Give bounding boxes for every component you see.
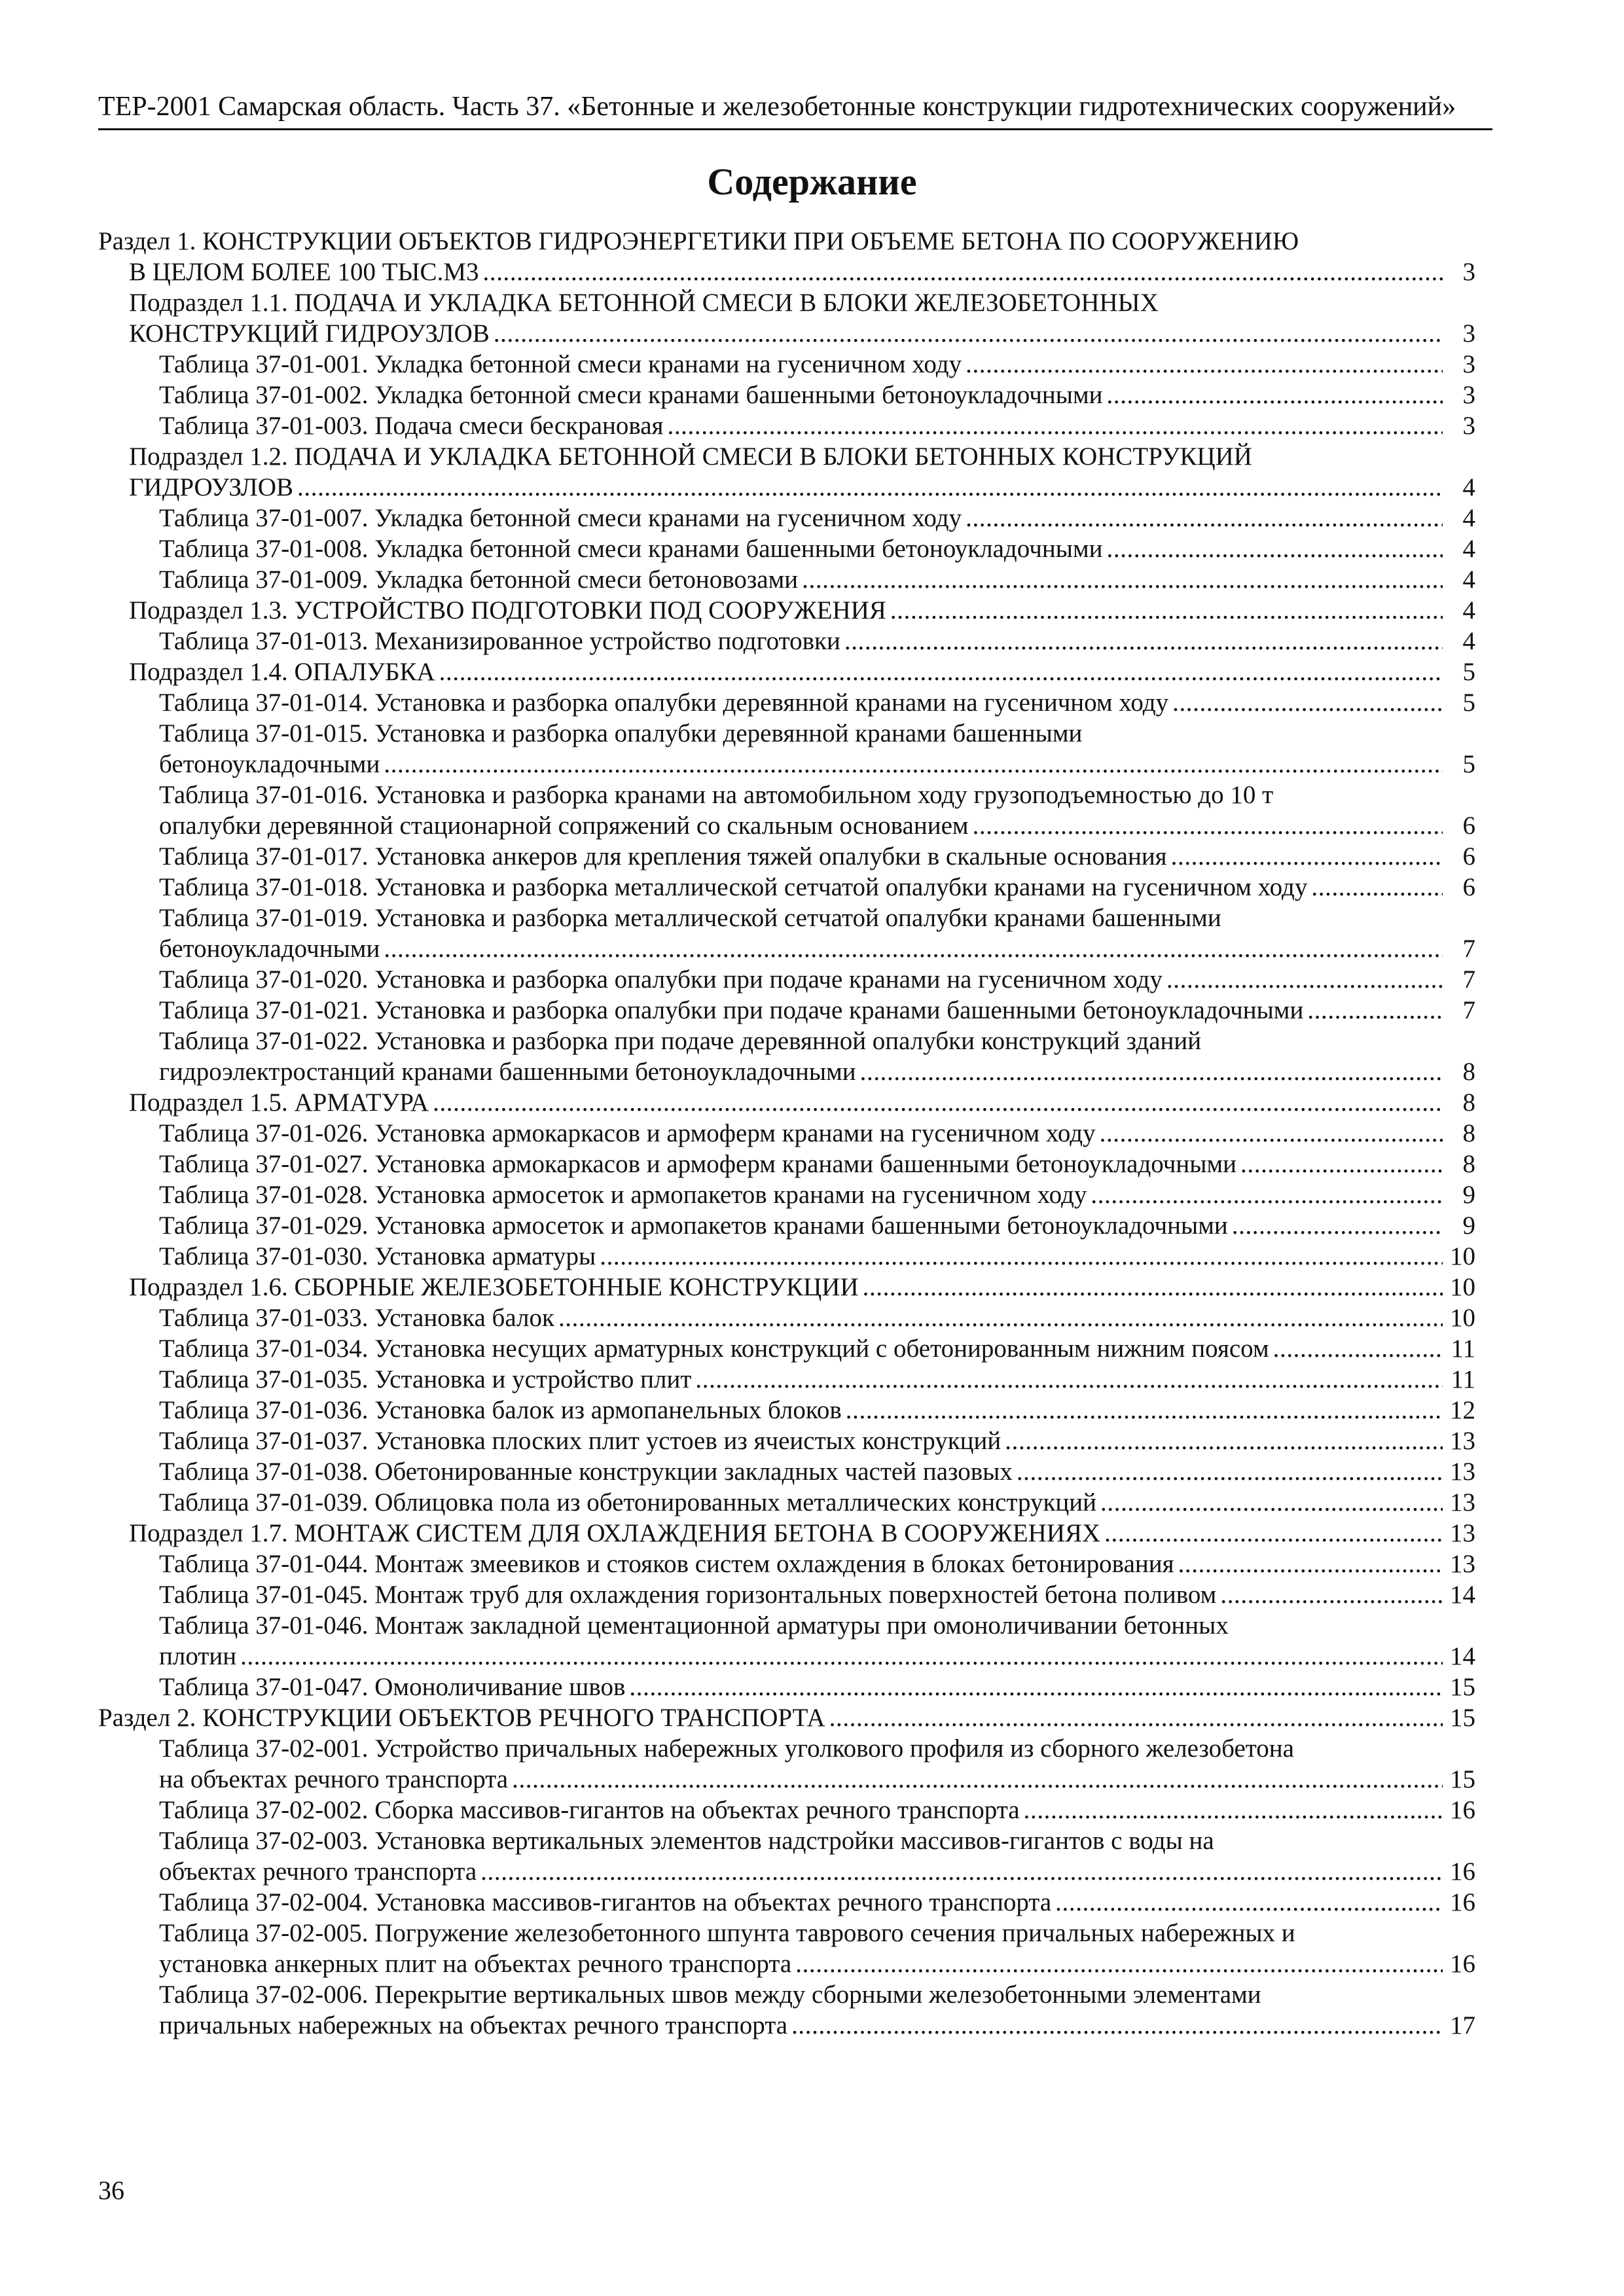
toc-entry-text: гидроэлектростанций кранами башенными бетоноукладочными: [159, 1058, 856, 1086]
toc-entry[interactable]: [98, 841, 1475, 872]
toc-entry-text: Таблица 37-02-003. Установка вертикальных элементов надстройки массивов-гигантов с воды на: [159, 1827, 1214, 1855]
dot-leader: [860, 1056, 1443, 1087]
toc-entry[interactable]: [98, 1333, 1475, 1364]
toc-entry[interactable]: [98, 1795, 1475, 1825]
toc-page-number: 5: [1462, 658, 1475, 686]
toc-entry[interactable]: [98, 872, 1475, 903]
toc-entry-text: Таблица 37-01-002. Укладка бетонной смеси кранами башенными бетоноукладочными: [159, 381, 1103, 409]
toc-entry-text: на объектах речного транспорта: [159, 1765, 509, 1793]
dot-leader: [1104, 1518, 1443, 1549]
toc-entry[interactable]: [98, 1672, 1475, 1702]
toc-page-number: 6: [1462, 812, 1475, 840]
toc-entry-text: Таблица 37-01-028. Установка армосеток и армопакетов кранами на гусеничном ходу: [159, 1181, 1087, 1209]
dot-leader: [433, 1087, 1443, 1118]
dot-leader: [1107, 533, 1443, 564]
toc-entry[interactable]: [98, 1702, 1475, 1733]
running-header: ТЕР-2001 Самарская область. Часть 37. «Бетонные и железобетонные конструкции гидротехнических сооружений»: [98, 92, 1456, 122]
table-of-contents: [98, 226, 1475, 2041]
dot-leader: [1166, 964, 1443, 995]
dot-leader: [795, 1948, 1443, 1979]
toc-entry[interactable]: [98, 1887, 1475, 1918]
toc-entry[interactable]: [98, 1518, 1475, 1549]
dot-leader: [973, 810, 1443, 841]
toc-page-number: 15: [1450, 1704, 1475, 1732]
toc-page-number: 11: [1451, 1335, 1475, 1363]
toc-entry-text: Таблица 37-01-038. Обетонированные конструкции закладных частей пазовых: [159, 1458, 1013, 1486]
toc-entry[interactable]: [98, 718, 1475, 780]
toc-entry-text: объектах речного транспорта: [159, 1857, 477, 1886]
toc-page-number: 5: [1462, 750, 1475, 778]
toc-entry-text: КОНСТРУКЦИЙ ГИДРОУЗЛОВ: [129, 319, 490, 348]
toc-page-number: 3: [1462, 381, 1475, 409]
dot-leader: [1172, 687, 1443, 718]
toc-page-number: 13: [1450, 1519, 1475, 1547]
toc-page-number: 16: [1450, 1796, 1475, 1824]
toc-entry-text: Таблица 37-01-034. Установка несущих арматурных конструкций с обетонированным нижним поясом: [159, 1335, 1269, 1363]
toc-entry-text: Таблица 37-02-005. Погружение железобетонного шпунта таврового сечения причальных набережных и: [159, 1919, 1295, 1947]
toc-entry[interactable]: [98, 626, 1475, 656]
dot-leader: [1232, 1210, 1443, 1241]
toc-page-number: 8: [1462, 1088, 1475, 1117]
toc-entry[interactable]: [98, 995, 1475, 1026]
toc-page-number: 15: [1450, 1765, 1475, 1793]
dot-leader: [1107, 380, 1443, 410]
toc-entry-text: установка анкерных плит на объектах речного транспорта: [159, 1950, 792, 1978]
toc-entry-text: Таблица 37-01-014. Установка и разборка опалубки деревянной кранами на гусеничном ходу: [159, 689, 1169, 717]
dot-leader: [1017, 1456, 1443, 1487]
toc-entry-text: В ЦЕЛОМ БОЛЕЕ 100 ТЫС.М3: [129, 258, 479, 286]
toc-entry-text: бетоноукладочными: [159, 750, 380, 778]
toc-entry-text: Таблица 37-01-039. Облицовка пола из обетонированных металлических конструкций: [159, 1488, 1097, 1516]
toc-page-number: 4: [1462, 473, 1475, 501]
toc-entry-text: Подраздел 1.4. ОПАЛУБКА: [129, 658, 435, 686]
toc-page-number: 10: [1450, 1304, 1475, 1332]
dot-leader: [846, 1395, 1443, 1426]
toc-entry-text: Подраздел 1.3. УСТРОЙСТВО ПОДГОТОВКИ ПОД СООРУЖЕНИЯ: [129, 596, 886, 624]
toc-entry[interactable]: [98, 349, 1475, 380]
dot-leader: [297, 472, 1443, 503]
toc-page-number: 10: [1450, 1273, 1475, 1301]
toc-entry-text: Таблица 37-01-029. Установка армосеток и армопакетов кранами башенными бетоноукладочными: [159, 1211, 1228, 1240]
toc-entry-text: Таблица 37-01-036. Установка балок из армопанельных блоков: [159, 1396, 842, 1424]
dot-leader: [558, 1302, 1443, 1333]
toc-entry-text: Таблица 37-01-020. Установка и разборка опалубки при подаче кранами на гусеничном ходу: [159, 965, 1163, 994]
toc-entry-text: Таблица 37-02-001. Устройство причальных набережных уголкового профиля из сборного железобетона: [159, 1734, 1294, 1763]
toc-entry-text: Таблица 37-01-015. Установка и разборка опалубки деревянной кранами башенными: [159, 719, 1083, 747]
dot-leader: [1091, 1179, 1443, 1210]
toc-entry[interactable]: [98, 1149, 1475, 1179]
toc-entry[interactable]: [98, 656, 1475, 687]
toc-entry[interactable]: [98, 410, 1475, 441]
toc-entry[interactable]: [98, 1426, 1475, 1456]
toc-page-number: 7: [1462, 935, 1475, 963]
toc-page-number: 14: [1450, 1642, 1475, 1670]
toc-page-number: 8: [1462, 1119, 1475, 1147]
dot-leader: [1100, 1487, 1443, 1518]
toc-entry[interactable]: [98, 226, 1475, 287]
toc-entry[interactable]: [98, 1395, 1475, 1426]
toc-entry-text: Таблица 37-01-018. Установка и разборка металлической сетчатой опалубки кранами на гусеничном ходу: [159, 873, 1308, 901]
toc-page-number: 3: [1462, 319, 1475, 348]
toc-entry[interactable]: [98, 1579, 1475, 1610]
toc-page-number: 6: [1462, 873, 1475, 901]
toc-entry-text: Таблица 37-02-002. Сборка массивов-гигантов на объектах речного транспорта: [159, 1796, 1020, 1824]
toc-entry[interactable]: [98, 503, 1475, 533]
dot-leader: [1055, 1887, 1443, 1918]
toc-entry-text: Таблица 37-01-022. Установка и разборка при подаче деревянной опалубки конструкций зданий: [159, 1027, 1202, 1055]
toc-entry[interactable]: [98, 1302, 1475, 1333]
header-rule: [98, 128, 1492, 130]
toc-entry[interactable]: [98, 1179, 1475, 1210]
dot-leader: [1307, 995, 1443, 1026]
toc-page-number: 13: [1450, 1458, 1475, 1486]
toc-page-number: 4: [1462, 627, 1475, 655]
toc-page-number: 6: [1462, 842, 1475, 870]
dot-leader: [1171, 841, 1443, 872]
dot-leader: [600, 1241, 1443, 1272]
dot-leader: [667, 410, 1443, 441]
toc-entry[interactable]: [98, 1610, 1475, 1672]
toc-entry-text: Таблица 37-01-017. Установка анкеров для крепления тяжей опалубки в скальные основания: [159, 842, 1167, 870]
dot-leader: [494, 318, 1443, 349]
dot-leader: [1240, 1149, 1443, 1179]
dot-leader: [240, 1641, 1443, 1672]
toc-page-number: 7: [1462, 996, 1475, 1024]
toc-entry[interactable]: [98, 964, 1475, 995]
toc-entry[interactable]: [98, 1825, 1475, 1887]
toc-entry-text: Таблица 37-01-047. Омоноличивание швов: [159, 1673, 626, 1701]
toc-entry-text: ГИДРОУЗЛОВ: [129, 473, 294, 501]
toc-page-number: 16: [1450, 1888, 1475, 1916]
toc-page-number: 9: [1462, 1211, 1475, 1240]
toc-page-number: 7: [1462, 965, 1475, 994]
toc-entry-text: Таблица 37-01-003. Подача смеси бескрановая: [159, 412, 664, 440]
toc-entry-text: Таблица 37-01-046. Монтаж закладной цементационной арматуры при омоноличивании бетонных: [159, 1611, 1229, 1640]
dot-leader: [384, 933, 1443, 964]
toc-entry-text: Таблица 37-01-026. Установка армокаркасов и армоферм кранами на гусеничном ходу: [159, 1119, 1096, 1147]
dot-leader: [1024, 1795, 1443, 1825]
toc-entry-text: Таблица 37-01-045. Монтаж труб для охлаждения горизонтальных поверхностей бетона поливом: [159, 1581, 1217, 1609]
toc-entry[interactable]: [98, 1918, 1475, 1979]
toc-entry-text: Таблица 37-01-007. Укладка бетонной смеси кранами на гусеничном ходу: [159, 504, 962, 532]
toc-page-number: 3: [1462, 412, 1475, 440]
dot-leader: [965, 349, 1443, 380]
dot-leader: [829, 1702, 1443, 1733]
toc-entry-text: Раздел 2. КОНСТРУКЦИИ ОБЪЕКТОВ РЕЧНОГО ТРАНСПОРТА: [98, 1704, 825, 1732]
toc-entry-text: опалубки деревянной стационарной сопряжений со скальным основанием: [159, 812, 969, 840]
dot-leader: [480, 1856, 1443, 1887]
dot-leader: [1100, 1118, 1443, 1149]
toc-page-number: 3: [1462, 258, 1475, 286]
dot-leader: [965, 503, 1443, 533]
toc-entry-text: Таблица 37-01-019. Установка и разборка металлической сетчатой опалубки кранами башенными: [159, 904, 1221, 932]
toc-entry[interactable]: [98, 595, 1475, 626]
toc-page-number: 4: [1462, 504, 1475, 532]
toc-entry-text: Таблица 37-01-030. Установка арматуры: [159, 1242, 596, 1270]
toc-entry[interactable]: [98, 1979, 1475, 2041]
dot-leader: [629, 1672, 1443, 1702]
toc-page-number: 12: [1450, 1396, 1475, 1424]
toc-page-number: 14: [1450, 1581, 1475, 1609]
toc-entry-text: Таблица 37-01-016. Установка и разборка кранами на автомобильном ходу грузоподъемностью до 10 т: [159, 781, 1274, 809]
toc-entry[interactable]: [98, 1364, 1475, 1395]
toc-page-number: 8: [1462, 1150, 1475, 1178]
toc-entry[interactable]: [98, 380, 1475, 410]
toc-entry-text: Подраздел 1.6. СБОРНЫЕ ЖЕЛЕЗОБЕТОННЫЕ КОНСТРУКЦИИ: [129, 1273, 859, 1301]
toc-page-number: 13: [1450, 1427, 1475, 1455]
dot-leader: [512, 1764, 1443, 1795]
toc-page-number: 5: [1462, 689, 1475, 717]
toc-entry[interactable]: [98, 533, 1475, 564]
toc-entry-text: Таблица 37-01-033. Установка балок: [159, 1304, 554, 1332]
toc-entry[interactable]: [98, 1241, 1475, 1272]
dot-leader: [439, 656, 1443, 687]
toc-page-number: 16: [1450, 1950, 1475, 1978]
dot-leader: [1220, 1579, 1443, 1610]
toc-entry[interactable]: [98, 1487, 1475, 1518]
toc-page-number: 17: [1450, 2011, 1475, 2039]
dot-leader: [483, 257, 1443, 287]
toc-entry-text: Таблица 37-01-044. Монтаж змеевиков и стояков систем охлаждения в блоках бетонирования: [159, 1550, 1174, 1578]
page-number: 36: [98, 2176, 124, 2205]
toc-entry[interactable]: [98, 687, 1475, 718]
dot-leader: [844, 626, 1443, 656]
toc-entry-text: Таблица 37-01-027. Установка армокаркасов и армоферм кранами башенными бетоноукладочными: [159, 1150, 1237, 1178]
toc-entry[interactable]: [98, 1026, 1475, 1087]
dot-leader: [802, 564, 1443, 595]
toc-entry[interactable]: [98, 1210, 1475, 1241]
toc-entry-text: Таблица 37-01-021. Установка и разборка опалубки при подаче кранами башенными бетоноукладочными: [159, 996, 1304, 1024]
toc-page-number: 15: [1450, 1673, 1475, 1701]
toc-page-number: 3: [1462, 350, 1475, 378]
toc-entry-text: Раздел 1. КОНСТРУКЦИИ ОБЪЕКТОВ ГИДРОЭНЕРГЕТИКИ ПРИ ОБЪЕМЕ БЕТОНА ПО СООРУЖЕНИЮ: [98, 227, 1299, 255]
toc-page-number: 4: [1462, 535, 1475, 563]
dot-leader: [1273, 1333, 1443, 1364]
toc-entry[interactable]: [98, 780, 1475, 841]
toc-entry-text: Подраздел 1.5. АРМАТУРА: [129, 1088, 429, 1117]
toc-entry-text: Таблица 37-01-009. Укладка бетонной смеси бетоновозами: [159, 565, 799, 594]
toc-entry-text: Таблица 37-02-006. Перекрытие вертикальных швов между сборными железобетонными элементами: [159, 1981, 1261, 2009]
toc-entry-text: плотин: [159, 1642, 237, 1670]
toc-entry[interactable]: [98, 903, 1475, 964]
toc-page-number: 16: [1450, 1857, 1475, 1886]
page-title: Содержание: [707, 160, 917, 203]
toc-page-number: 9: [1462, 1181, 1475, 1209]
toc-page-number: 8: [1462, 1058, 1475, 1086]
dot-leader: [1311, 872, 1443, 903]
toc-entry-text: Подраздел 1.1. ПОДАЧА И УКЛАДКА БЕТОННОЙ СМЕСИ В БЛОКИ ЖЕЛЕЗОБЕТОННЫХ: [129, 289, 1159, 317]
dot-leader: [890, 595, 1443, 626]
toc-entry-text: причальных набережных на объектах речного транспорта: [159, 2011, 788, 2039]
toc-entry-text: Подраздел 1.7. МОНТАЖ СИСТЕМ ДЛЯ ОХЛАЖДЕНИЯ БЕТОНА В СООРУЖЕНИЯХ: [129, 1519, 1101, 1547]
toc-entry[interactable]: [98, 1456, 1475, 1487]
toc-entry[interactable]: [98, 1272, 1475, 1302]
dot-leader: [791, 2010, 1443, 2041]
toc-entry-text: бетоноукладочными: [159, 935, 380, 963]
dot-leader: [863, 1272, 1443, 1302]
toc-page-number: 11: [1451, 1365, 1475, 1393]
toc-entry[interactable]: [98, 1733, 1475, 1795]
toc-entry-text: Таблица 37-02-004. Установка массивов-гигантов на объектах речного транспорта: [159, 1888, 1052, 1916]
toc-page-number: 4: [1462, 565, 1475, 594]
dot-leader: [695, 1364, 1443, 1395]
dot-leader: [1178, 1549, 1443, 1579]
toc-entry-text: Таблица 37-01-037. Установка плоских плит устоев из ячеистых конструкций: [159, 1427, 1001, 1455]
toc-entry-text: Таблица 37-01-013. Механизированное устройство подготовки: [159, 627, 840, 655]
toc-entry[interactable]: [98, 1549, 1475, 1579]
toc-entry[interactable]: [98, 564, 1475, 595]
toc-page-number: 10: [1450, 1242, 1475, 1270]
toc-entry-text: Таблица 37-01-008. Укладка бетонной смеси кранами башенными бетоноукладочными: [159, 535, 1103, 563]
toc-entry[interactable]: [98, 441, 1475, 503]
toc-entry-text: Подраздел 1.2. ПОДАЧА И УКЛАДКА БЕТОННОЙ СМЕСИ В БЛОКИ БЕТОННЫХ КОНСТРУКЦИЙ: [129, 442, 1252, 471]
toc-page-number: 4: [1462, 596, 1475, 624]
toc-page-number: 13: [1450, 1488, 1475, 1516]
toc-entry[interactable]: [98, 1087, 1475, 1118]
toc-entry[interactable]: [98, 1118, 1475, 1149]
dot-leader: [384, 749, 1443, 780]
toc-entry[interactable]: [98, 287, 1475, 349]
toc-entry-text: Таблица 37-01-035. Установка и устройство плит: [159, 1365, 692, 1393]
toc-page-number: 13: [1450, 1550, 1475, 1578]
toc-entry-text: Таблица 37-01-001. Укладка бетонной смеси кранами на гусеничном ходу: [159, 350, 962, 378]
dot-leader: [1005, 1426, 1443, 1456]
